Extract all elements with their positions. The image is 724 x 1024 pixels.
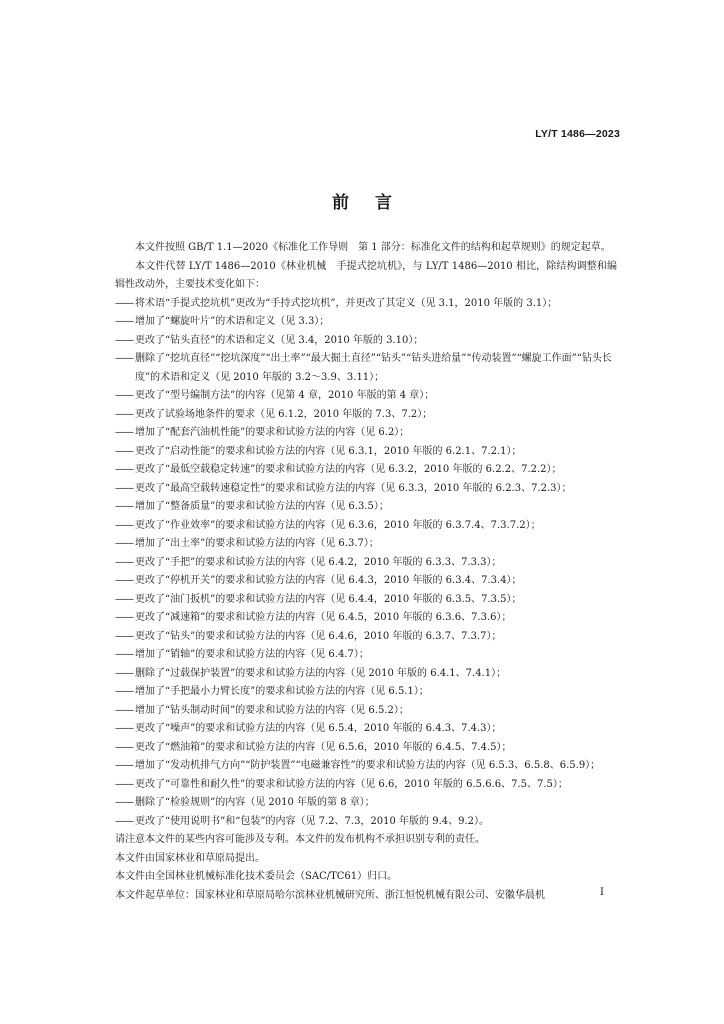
list-item: —— 更改了“使用说明书”和“包装”的内容（见 7.2、7.3，2010 年版的 9.4、9.2）。 — [115, 815, 490, 827]
foreword-body — [115, 239, 617, 905]
intro-paragraph: 本文件按照 GB/T 1.1—2020《标准化工作导则 第 1 部分：标准化文件的结构和起草规则》的规定起草。 — [135, 242, 611, 253]
list-item: —— 增加了“配套汽油机性能”的要求和试验方法的内容（见 6.2）； — [115, 427, 410, 438]
list-item: —— 更改了“燃油箱”的要求和试验方法的内容（见 6.5.6，2010 年版的 6.4.5、7.4.5）； — [115, 741, 512, 753]
list-item: —— 更改了“型号编制方法”的内容（见第 4 章，2010 年版的第 4 章）； — [115, 390, 435, 401]
list-item: —— 更改了“停机开关”的要求和试验方法的内容（见 6.4.3，2010 年版的 6.3.4、7.3.4）； — [115, 575, 522, 586]
list-item: —— 更改了“减速箱”的要求和试验方法的内容（见 6.4.5，2010 年版的 6.3.6、7.3.6）； — [115, 612, 512, 623]
drafting-units: 本文件起草单位：国家林业和草原局哈尔滨林业机械研究所、浙江恒悦机械有限公司、安徽华晨机 — [115, 889, 545, 901]
list-item: —— 增加了“整备质量”的要求和试验方法的内容（见 6.3.5）； — [115, 501, 389, 512]
page-title: 前言 — [332, 193, 418, 213]
list-item: —— 更改了“手把”的要求和试验方法的内容（见 6.4.2，2010 年版的 6.3.3、7.3.3）； — [115, 556, 502, 568]
list-item: —— 增加了“钻头制动时间”的要求和试验方法的内容（见 6.5.2）； — [115, 704, 409, 716]
list-item: —— 将术语“手提式挖坑机”更改为“手持式挖坑机”，并更改了其定义（见 3.1，2010 年版的 3.1）； — [115, 297, 558, 309]
list-item: —— 删除了“检验规则”的内容（见 2010 年版的第 8 章）； — [115, 797, 375, 808]
patent-notice: 请注意本文件的某些内容可能涉及专利。本文件的发布机构不承担识别专利的责任。 — [115, 834, 485, 845]
list-item: —— 更改了“最低空载稳定转速”的要求和试验方法的内容（见 6.3.2，2010 年版的 6.2.2、7.2.2）； — [115, 464, 562, 475]
intro-paragraph: 本文件代替 LY/T 1486—2010《林业机械 手提式挖坑机》，与 LY/T 1486—2010 相比，除结构调整和编辑性改动外，主要技术变化如下： — [115, 260, 617, 290]
list-item: —— 更改了“启动性能”的要求和试验方法的内容（见 6.3.1，2010 年版的 6.2.1、7.2.1）； — [115, 445, 522, 457]
list-item: —— 增加了“手把最小力臂长度”的要求和试验方法的内容（见 6.5.1）； — [115, 686, 429, 697]
proposer-statement: 本文件由国家林业和草原局提出。 — [115, 852, 265, 864]
list-item: —— 增加了“螺旋叶片”的术语和定义（见 3.3）； — [115, 316, 330, 327]
list-item: —— 更改了“最高空载转速稳定性”的要求和试验方法的内容（见 6.3.3，2010 年版的 6.2.3、7.2.3）； — [115, 482, 572, 494]
list-item: —— 更改了“噪声”的要求和试验方法的内容（见 6.5.4，2010 年版的 6.4.3、7.4.3）； — [115, 723, 502, 734]
list-item: —— 增加了“销轴”的要求和试验方法的内容（见 6.4.7）； — [115, 649, 369, 660]
committee-statement: 本文件由全国林业机械标准化技术委员会（SAC/TC61）归口。 — [115, 871, 398, 882]
list-item: —— 增加了“发动机排气方向”“防护装置”“电磁兼容性”的要求和试验方法的内容（见 6.5.3、6.5.8、6.5.9）； — [115, 760, 601, 771]
list-item: —— 更改了“钻头”的要求和试验方法的内容（见 6.4.6，2010 年版的 6.3.7、7.3.7）； — [115, 630, 502, 642]
standard-code: LY/T 1486—2023 — [535, 128, 620, 140]
list-item: —— 更改了“可靠性和耐久性”的要求和试验方法的内容（见 6.6，2010 年版的 6.5.6.6、7.5、7.5）； — [115, 778, 568, 790]
list-item: —— 更改了“钻头直径”的术语和定义（见 3.4，2010 年版的 3.10）； — [115, 334, 424, 346]
list-item: —— 更改了试验场地条件的要求（见 6.1.2，2010 年版的 7.3、7.2）； — [115, 408, 433, 420]
list-item: —— 删除了“过载保护装置”的要求和试验方法的内容（见 2010 年版的 6.4.1、7.4.1）； — [115, 667, 507, 679]
list-item: —— 更改了“作业效率”的要求和试验方法的内容（见 6.3.6，2010 年版的 6.3.7.4、7.3.7.2）； — [115, 519, 541, 531]
list-item: —— 增加了“出土率”的要求和试验方法的内容（见 6.3.7）； — [115, 538, 379, 549]
list-item: —— 更改了“油门扳机”的要求和试验方法的内容（见 6.4.4，2010 年版的 6.3.5、7.3.5）； — [115, 593, 522, 605]
change-list — [115, 295, 617, 832]
page-number: I — [600, 887, 604, 898]
list-item: —— 删除了“挖坑直径”“挖坑深度”“出土率”“最大掘土直径”“钻头”“钻头进给量”“传动装置”“螺旋工作面”“钻头长度”的术语和定义（见 2010 年版的 3.2～3.9、3.11）； — [115, 353, 612, 383]
